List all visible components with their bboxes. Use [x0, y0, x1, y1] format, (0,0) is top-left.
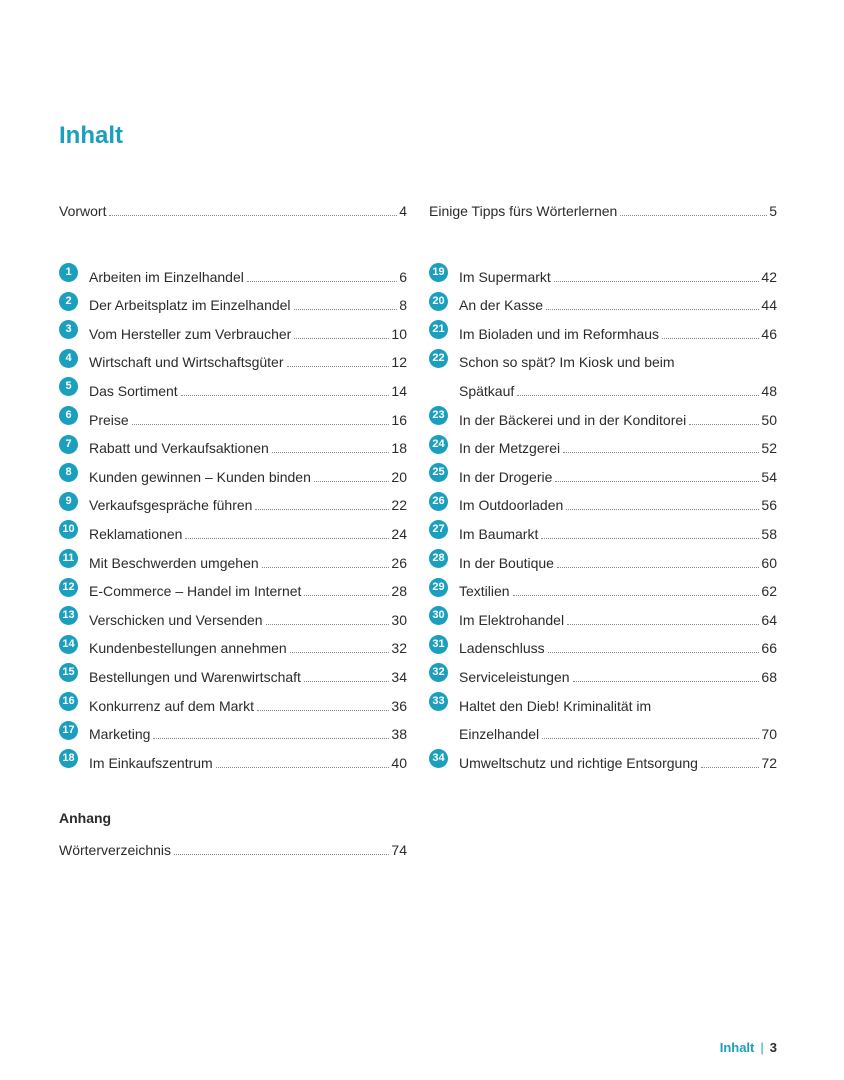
toc-entry-label: Das Sortiment	[89, 382, 178, 399]
chapter-number-badge: 8	[59, 463, 78, 482]
toc-list-right	[429, 261, 777, 776]
toc-entry-label: Serviceleistungen	[459, 668, 570, 685]
toc-entry[interactable]	[429, 518, 777, 547]
page-footer	[720, 1040, 777, 1055]
toc-entry-page: 68	[761, 668, 777, 685]
toc-entry[interactable]	[59, 261, 407, 290]
toc-entry-label: In der Drogerie	[459, 468, 553, 485]
toc-entry[interactable]	[59, 661, 407, 690]
toc-entry-label: Arbeiten im Einzelhandel	[89, 268, 244, 285]
toc-entry[interactable]	[59, 375, 407, 404]
chapter-number-badge: 10	[59, 520, 78, 539]
chapter-number-badge: 33	[429, 692, 448, 711]
footer-section: Inhalt	[719, 1040, 755, 1055]
toc-entry-page: 32	[391, 640, 407, 657]
leader-dots	[573, 681, 760, 682]
toc-entry-label: Einige Tipps fürs Wörterlernen	[429, 202, 618, 219]
toc-entry[interactable]	[429, 633, 777, 662]
toc-entry-label: Ladenschluss	[459, 640, 545, 657]
toc-entry[interactable]	[59, 547, 407, 576]
footer-page-number: 3	[769, 1040, 777, 1055]
toc-entry-page: 6	[399, 268, 407, 285]
toc-entry-page: 30	[391, 611, 407, 628]
toc-entry[interactable]	[429, 290, 777, 319]
toc-entry[interactable]	[59, 290, 407, 319]
toc-entry-label: Verschicken und Versenden	[89, 611, 263, 628]
chapter-number-badge: 19	[429, 263, 448, 282]
leader-dots	[181, 395, 390, 396]
chapter-number-badge: 29	[429, 578, 448, 597]
anhang-heading: Anhang	[59, 810, 112, 826]
leader-dots	[513, 595, 760, 596]
toc-entry-page: 50	[761, 411, 777, 428]
toc-entry-label: In der Bäckerei und in der Konditorei	[459, 411, 687, 428]
leader-dots	[109, 215, 397, 216]
toc-entry-page: 38	[391, 726, 407, 743]
toc-entry-label: Im Baumarkt	[459, 525, 539, 542]
chapter-number-badge: 27	[429, 520, 448, 539]
toc-entry[interactable]	[59, 461, 407, 490]
toc-entry-page: 64	[761, 611, 777, 628]
leader-dots	[563, 452, 759, 453]
chapter-number-badge: 1	[59, 263, 78, 282]
chapter-number-badge: 11	[59, 549, 78, 568]
toc-entry-label: Im Supermarkt	[459, 268, 551, 285]
leader-dots	[247, 281, 397, 282]
toc-entry-page: 24	[391, 525, 407, 542]
toc-entry[interactable]	[429, 347, 777, 404]
toc-entry[interactable]	[59, 576, 407, 605]
chapter-number-badge: 24	[429, 435, 448, 454]
toc-list-left	[59, 261, 407, 776]
toc-entry-label: Umweltschutz und richtige Entsorgung	[459, 754, 698, 771]
toc-entry-page: 40	[391, 754, 407, 771]
chapter-number-badge: 28	[429, 549, 448, 568]
toc-entry-page: 4	[399, 202, 407, 219]
toc-entry-page: 8	[399, 297, 407, 314]
leader-dots	[555, 481, 759, 482]
toc-entry-page: 62	[761, 583, 777, 600]
toc-entry-woerterverzeichnis[interactable]	[59, 834, 407, 863]
toc-entry-page: 66	[761, 640, 777, 657]
toc-entry-tipps[interactable]	[429, 195, 777, 224]
toc-entry-label: Im Bioladen und im Reformhaus	[459, 325, 659, 342]
leader-dots	[294, 338, 389, 339]
leader-dots	[701, 767, 760, 768]
toc-entry-label: Bestellungen und Warenwirtschaft	[89, 668, 301, 685]
toc-entry-label: Spätkauf	[459, 382, 515, 399]
leader-dots	[262, 567, 390, 568]
toc-entry-page: 34	[391, 668, 407, 685]
chapter-number-badge: 5	[59, 377, 78, 396]
leader-dots	[314, 481, 390, 482]
leader-dots	[689, 424, 759, 425]
leader-dots	[153, 738, 389, 739]
toc-entry-label: Einzelhandel	[459, 726, 540, 743]
toc-entry-label: Textilien	[459, 583, 510, 600]
toc-entry[interactable]	[429, 318, 777, 347]
toc-entry-label: Kundenbestellungen annehmen	[89, 640, 287, 657]
anhang-list	[59, 834, 407, 863]
toc-entry-page: 52	[761, 440, 777, 457]
chapter-number-badge: 12	[59, 578, 78, 597]
toc-entry-page: 46	[761, 325, 777, 342]
toc-entry-label: Konkurrenz auf dem Markt	[89, 697, 254, 714]
chapter-number-badge: 34	[429, 749, 448, 768]
toc-entry[interactable]	[429, 747, 777, 776]
toc-entry-label: Kunden gewinnen – Kunden binden	[89, 468, 311, 485]
toc-entry-page: 44	[761, 297, 777, 314]
leader-dots	[567, 624, 759, 625]
toc-entry-page: 72	[761, 754, 777, 771]
toc-entry[interactable]	[429, 576, 777, 605]
toc-entry[interactable]	[59, 719, 407, 748]
page-title: Inhalt	[59, 122, 123, 149]
leader-dots	[174, 854, 389, 855]
toc-entry-page: 58	[761, 525, 777, 542]
toc-entry-label: Verkaufsgespräche führen	[89, 497, 253, 514]
leader-dots	[255, 509, 389, 510]
toc-entry-label: Wirtschaft und Wirtschaftsgüter	[89, 354, 284, 371]
chapter-number-badge: 20	[429, 292, 448, 311]
toc-entry[interactable]	[429, 690, 777, 747]
chapter-number-badge: 6	[59, 406, 78, 425]
toc-entry-label: Wörterverzeichnis	[59, 841, 172, 858]
toc-entry-label-line1: Haltet den Dieb! Kriminalität im	[459, 697, 652, 714]
toc-entry[interactable]	[59, 433, 407, 462]
leader-dots	[294, 309, 398, 310]
leader-dots	[304, 681, 389, 682]
intro-list-right	[429, 195, 777, 224]
toc-entry[interactable]	[429, 261, 777, 290]
chapter-number-badge: 17	[59, 721, 78, 740]
chapter-number-badge: 7	[59, 435, 78, 454]
toc-entry-page: 22	[391, 497, 407, 514]
toc-entry-label-line1: Schon so spät? Im Kiosk und beim	[459, 354, 675, 371]
intro-list-left	[59, 195, 407, 224]
toc-entry[interactable]	[59, 490, 407, 519]
leader-dots	[185, 538, 389, 539]
leader-dots	[257, 710, 389, 711]
toc-entry[interactable]	[59, 347, 407, 376]
leader-dots	[304, 595, 389, 596]
chapter-number-badge: 26	[429, 492, 448, 511]
toc-entry-page: 60	[761, 554, 777, 571]
toc-entry-page: 5	[769, 202, 777, 219]
chapter-number-badge: 15	[59, 663, 78, 682]
leader-dots	[287, 366, 390, 367]
footer-separator: |	[760, 1040, 764, 1055]
toc-entry[interactable]	[429, 547, 777, 576]
toc-entry-page: 20	[391, 468, 407, 485]
leader-dots	[290, 652, 390, 653]
toc-entry[interactable]	[429, 461, 777, 490]
leader-dots	[620, 215, 767, 216]
chapter-number-badge: 22	[429, 349, 448, 368]
leader-dots	[541, 538, 759, 539]
leader-dots	[557, 567, 759, 568]
toc-entry-page: 70	[761, 726, 777, 743]
toc-entry-page: 42	[761, 268, 777, 285]
toc-entry[interactable]	[59, 604, 407, 633]
toc-entry-page: 36	[391, 697, 407, 714]
chapter-number-badge: 21	[429, 320, 448, 339]
toc-entry[interactable]	[429, 604, 777, 633]
chapter-number-badge: 14	[59, 635, 78, 654]
toc-entry-page: 14	[391, 382, 407, 399]
toc-entry[interactable]	[59, 318, 407, 347]
leader-dots	[266, 624, 390, 625]
leader-dots	[542, 738, 759, 739]
leader-dots	[548, 652, 760, 653]
toc-entry[interactable]	[59, 404, 407, 433]
leader-dots	[662, 338, 759, 339]
toc-entry-label: Vom Hersteller zum Verbraucher	[89, 325, 292, 342]
chapter-number-badge: 18	[59, 749, 78, 768]
toc-entry[interactable]	[59, 690, 407, 719]
toc-entry[interactable]	[429, 490, 777, 519]
toc-entry-label: Reklamationen	[89, 525, 183, 542]
toc-entry-label: In der Boutique	[459, 554, 554, 571]
toc-entry-label: In der Metzgerei	[459, 440, 561, 457]
leader-dots	[517, 395, 759, 396]
toc-entry-label: Der Arbeitsplatz im Einzelhandel	[89, 297, 291, 314]
chapter-number-badge: 2	[59, 292, 78, 311]
chapter-number-badge: 31	[429, 635, 448, 654]
toc-entry-label: E-Commerce – Handel im Internet	[89, 583, 302, 600]
toc-entry-label: An der Kasse	[459, 297, 544, 314]
toc-entry-page: 48	[761, 382, 777, 399]
leader-dots	[554, 281, 760, 282]
toc-entry-label: Preise	[89, 411, 129, 428]
chapter-number-badge: 4	[59, 349, 78, 368]
toc-entry-label: Im Einkaufszentrum	[89, 754, 213, 771]
toc-entry-label: Mit Beschwerden umgehen	[89, 554, 259, 571]
toc-entry-label: Rabatt und Verkaufsaktionen	[89, 440, 269, 457]
chapter-number-badge: 13	[59, 606, 78, 625]
toc-entry-page: 16	[391, 411, 407, 428]
toc-entry-page: 54	[761, 468, 777, 485]
leader-dots	[566, 509, 759, 510]
toc-entry-label: Marketing	[89, 726, 151, 743]
toc-entry-page: 12	[391, 354, 407, 371]
toc-entry[interactable]	[429, 661, 777, 690]
toc-entry[interactable]	[429, 433, 777, 462]
chapter-number-badge: 25	[429, 463, 448, 482]
toc-entry-page: 26	[391, 554, 407, 571]
toc-entry[interactable]	[429, 404, 777, 433]
leader-dots	[546, 309, 759, 310]
toc-entry-page: 56	[761, 497, 777, 514]
chapter-number-badge: 23	[429, 406, 448, 425]
toc-entry[interactable]	[59, 633, 407, 662]
chapter-number-badge: 30	[429, 606, 448, 625]
chapter-number-badge: 3	[59, 320, 78, 339]
toc-entry-vorwort[interactable]	[59, 195, 407, 224]
toc-entry[interactable]	[59, 747, 407, 776]
toc-entry-label: Vorwort	[59, 202, 107, 219]
toc-entry-label: Im Outdoorladen	[459, 497, 564, 514]
leader-dots	[216, 767, 390, 768]
chapter-number-badge: 9	[59, 492, 78, 511]
leader-dots	[272, 452, 390, 453]
chapter-number-badge: 32	[429, 663, 448, 682]
toc-entry-page: 74	[391, 841, 407, 858]
toc-entry-label: Im Elektrohandel	[459, 611, 565, 628]
toc-entry-page: 28	[391, 583, 407, 600]
leader-dots	[132, 424, 390, 425]
toc-entry-page: 18	[391, 440, 407, 457]
toc-entry[interactable]	[59, 518, 407, 547]
chapter-number-badge: 16	[59, 692, 78, 711]
toc-entry-page: 10	[391, 325, 407, 342]
